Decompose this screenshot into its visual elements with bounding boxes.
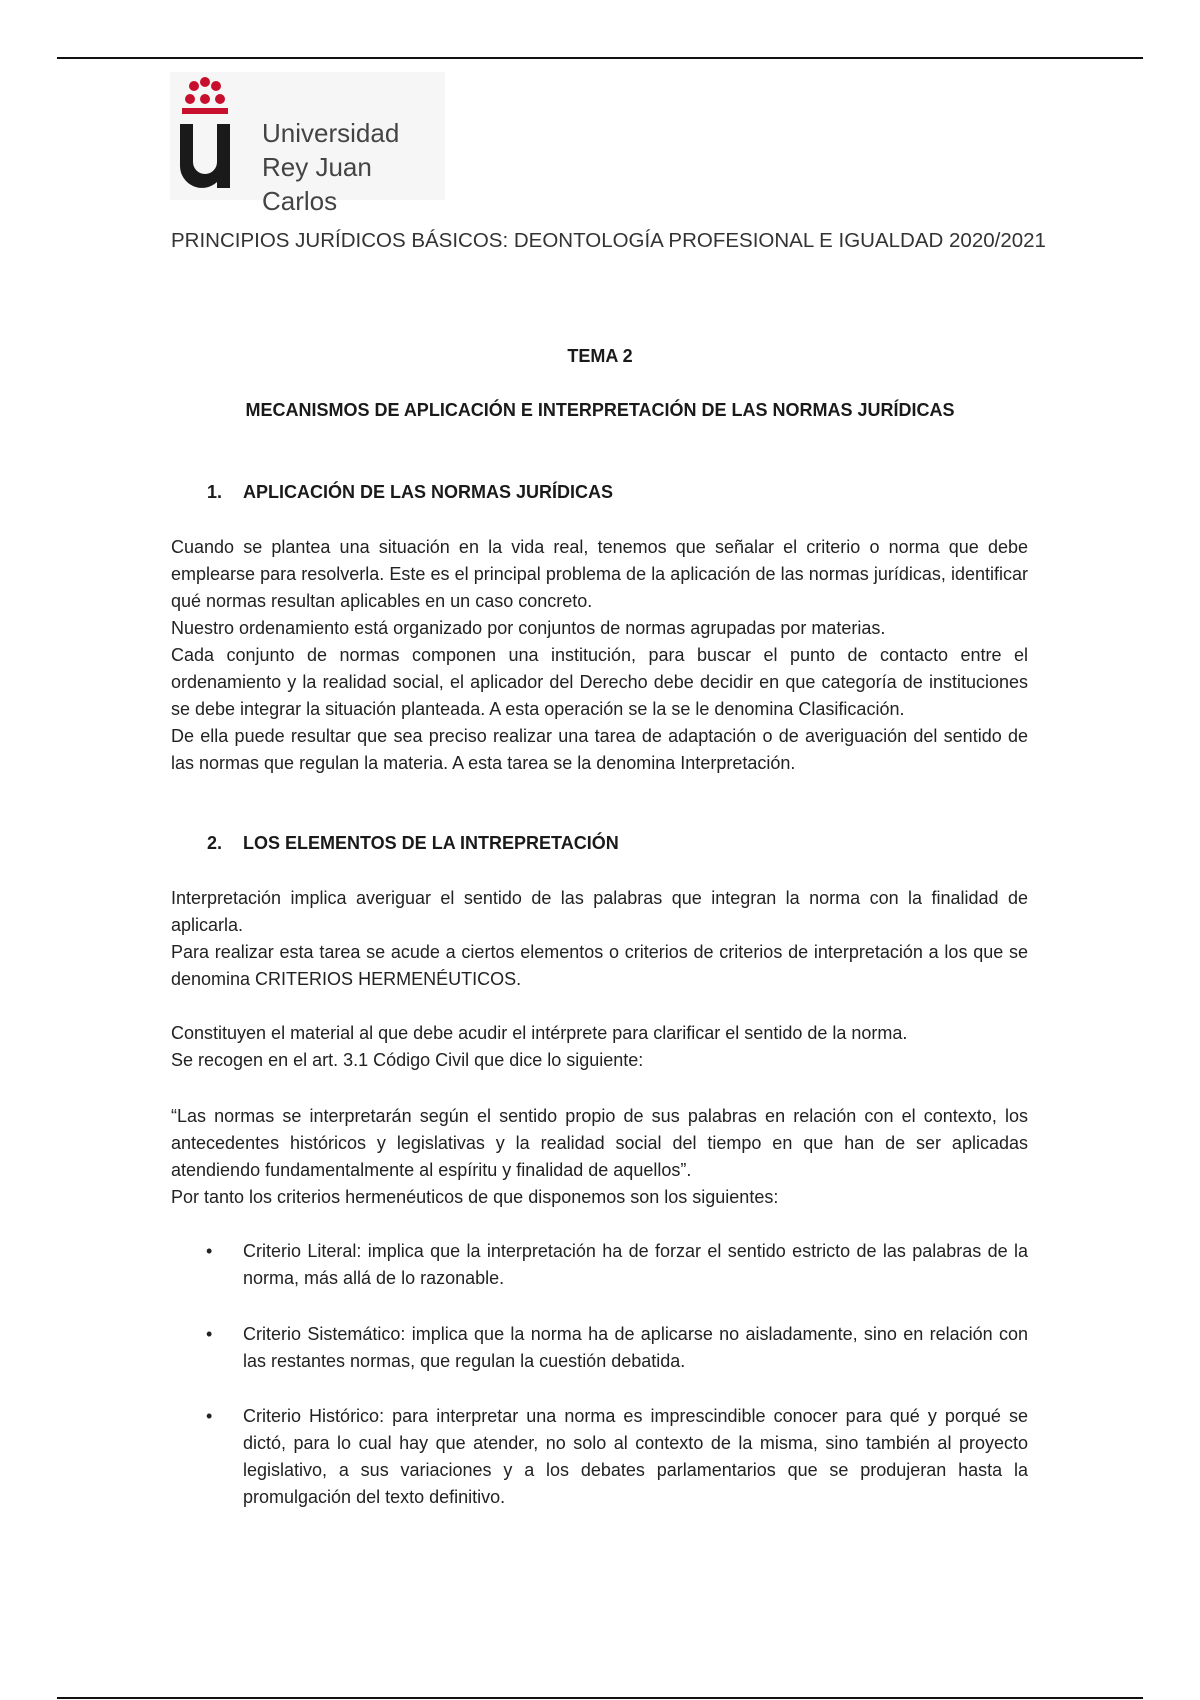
section-1-paragraph: Nuestro ordenamiento está organizado por conjuntos de normas agrupadas por materias.: [171, 618, 886, 638]
civil-code-quote: “Las normas se interpretarán según el sentido propio de sus palabras en relación con el contexto, los antecedentes históricos y legislativas y la realidad social del tiempo en que han de ser aplicadas atendiendo fundamentalmente al espíritu y finalidad de aquellos”.: [171, 1106, 1028, 1180]
list-item: [206, 1403, 1028, 1511]
section-2-title: LOS ELEMENTOS DE LA INTREPRETACIÓN: [243, 833, 619, 853]
section-1-paragraph: De ella puede resultar que sea preciso realizar una tarea de adaptación o de averiguación del sentido de las normas que regulan la materia. A esta tarea se la denomina Interpretación.: [171, 726, 1028, 773]
criterion-literal: Criterio Literal: implica que la interpretación ha de forzar el sentido estricto de las palabras de la norma, más allá de lo razonable.: [243, 1241, 1028, 1288]
section-2-paragraph: Para realizar esta tarea se acude a ciertos elementos o criterios de criterios de interpretación a los que se denomina CRITERIOS HERMENÉUTICOS.: [171, 942, 1028, 989]
criterion-systematic: Criterio Sistemático: implica que la norma ha de aplicarse no aisladamente, sino en relación con las restantes normas, que regulan la cuestión debatida.: [243, 1324, 1028, 1371]
list-item: [206, 1321, 1028, 1375]
section-2-paragraph: Se recogen en el art. 3.1 Código Civil que dice lo siguiente:: [171, 1050, 644, 1070]
section-1-paragraph: Cada conjunto de normas componen una institución, para buscar el punto de contacto entre el ordenamiento y la realidad social, el aplicador del Derecho debe decidir en que categoría de instituciones se debe integrar la situación planteada. A esta operación se la se le denomina Clasificación.: [171, 645, 1028, 719]
section-2-paragraph: Interpretación implica averiguar el sentido de las palabras que integran la norma con la finalidad de aplicarla.: [171, 888, 1028, 935]
top-rule: [57, 57, 1143, 59]
section-2-body-c: [171, 1103, 1028, 1211]
section-2-heading: [207, 833, 619, 854]
bottom-rule: [57, 1697, 1143, 1699]
topic-title: MECANISMOS DE APLICACIÓN E INTERPRETACIÓN DE LAS NORMAS JURÍDICAS: [245, 400, 955, 420]
bullet-icon: •: [206, 1324, 213, 1344]
topic-number: TEMA 2: [567, 346, 633, 366]
section-1-heading: [207, 482, 613, 503]
university-logo: [170, 72, 445, 216]
bullet-icon: •: [206, 1241, 213, 1261]
section-1-paragraph: Cuando se plantea una situación en la vida real, tenemos que señalar el criterio o norma que debe emplearse para resolverla. Este es el principal problema de la aplicación de las normas jurídicas, identificar qué normas resultan aplicables en un caso concreto.: [171, 537, 1028, 611]
section-1-title: APLICACIÓN DE LAS NORMAS JURÍDICAS: [243, 482, 614, 502]
section-1-body: [171, 534, 1028, 777]
logo-line-2: Rey Juan Carlos: [262, 152, 372, 216]
section-1-number: 1.: [207, 482, 223, 502]
section-2-paragraph: Por tanto los criterios hermenéuticos de que disponemos son los siguientes:: [171, 1187, 779, 1207]
list-item: [206, 1238, 1028, 1292]
course-header: PRINCIPIOS JURÍDICOS BÁSICOS: DEONTOLOGÍA PROFESIONAL E IGUALDAD 2020/2021: [171, 229, 1046, 252]
section-2-paragraph: Constituyen el material al que debe acudir el intérprete para clarificar el sentido de la norma.: [171, 1023, 908, 1043]
section-2-body-a: [171, 885, 1028, 993]
section-2-body-b: [171, 1020, 1028, 1074]
criterion-historical: Criterio Histórico: para interpretar una norma es imprescindible conocer para qué y porqué se dictó, para lo cual hay que atender, no solo al contexto de la misma, sino también al proyecto legislativo, a sus variaciones y a los debates parlamentarios que se produjeran hasta la promulgación del texto definitivo.: [243, 1406, 1028, 1507]
urjc-emblem-icon: [170, 72, 250, 200]
section-2-number: 2.: [207, 833, 223, 853]
logo-line-1: Universidad: [262, 118, 400, 148]
university-name: [262, 116, 445, 218]
bullet-icon: •: [206, 1406, 213, 1426]
